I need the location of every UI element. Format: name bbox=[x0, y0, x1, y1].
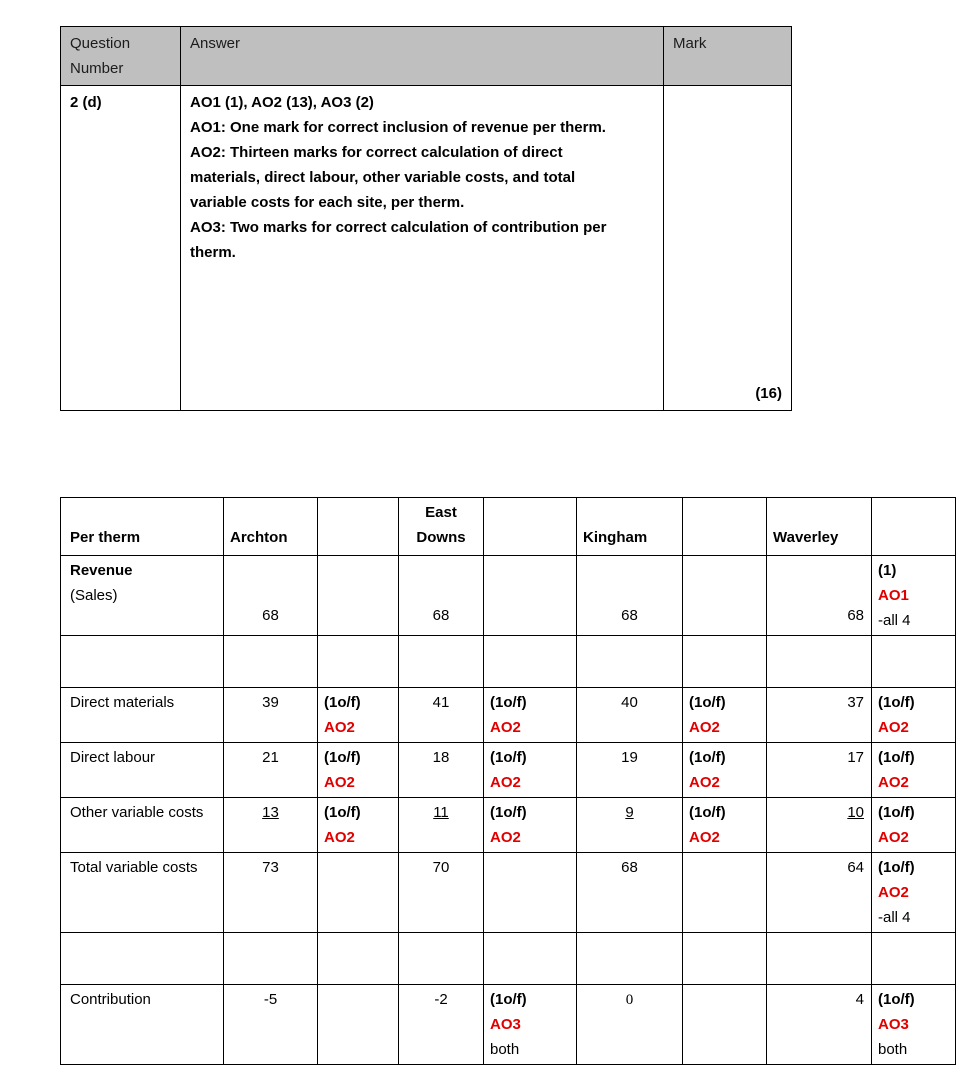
annotation-ao: AO3 bbox=[490, 1016, 521, 1033]
annotation-cell bbox=[318, 933, 399, 985]
cell-value: 39 bbox=[262, 694, 279, 711]
cell-value: 68 bbox=[621, 607, 638, 624]
annotation-cell bbox=[318, 853, 399, 933]
cell-value: 9 bbox=[625, 804, 634, 821]
annotation-cell bbox=[683, 636, 767, 688]
calc-row-spacer-1 bbox=[61, 636, 956, 688]
row-label-cell bbox=[61, 688, 224, 743]
annotation-cell bbox=[872, 556, 956, 636]
calc-header-blank bbox=[318, 498, 399, 556]
annotation-ao: AO2 bbox=[490, 829, 521, 846]
cell-value: 10 bbox=[847, 804, 864, 821]
annotation-ao: AO2 bbox=[689, 774, 720, 791]
annotation-cell bbox=[484, 743, 577, 798]
annotation-cell bbox=[683, 985, 767, 1065]
row-label-cell bbox=[61, 933, 224, 985]
value-cell bbox=[399, 985, 484, 1065]
value-cell bbox=[577, 933, 683, 985]
annotation-mark: (1o/f) bbox=[878, 694, 915, 711]
cell-value: 17 bbox=[847, 749, 864, 766]
value-cell bbox=[399, 743, 484, 798]
annotation-cell bbox=[683, 853, 767, 933]
row-label-cell bbox=[61, 556, 224, 636]
row-label-bold: Revenue bbox=[70, 562, 133, 579]
value-cell bbox=[577, 688, 683, 743]
calc-header-row bbox=[61, 498, 956, 556]
cell-value: 70 bbox=[432, 859, 450, 876]
answer-line: AO3: Two marks for correct calculation of contribution per therm. bbox=[190, 219, 607, 261]
calc-header-blank bbox=[683, 498, 767, 556]
annotation-cell bbox=[318, 798, 399, 853]
value-cell bbox=[577, 743, 683, 798]
annotation-ao: AO2 bbox=[324, 829, 355, 846]
annotation-cell bbox=[872, 798, 956, 853]
calculation-table bbox=[60, 497, 956, 1065]
annotation-cell bbox=[683, 933, 767, 985]
annotation-ao: AO2 bbox=[324, 719, 355, 736]
annotation-cell bbox=[318, 743, 399, 798]
calc-row-total-variable-costs bbox=[61, 853, 956, 933]
mark-scheme-table bbox=[60, 26, 792, 411]
calc-row-contribution bbox=[61, 985, 956, 1065]
annotation-ao: AO2 bbox=[878, 774, 909, 791]
header-question-number: Question Number bbox=[61, 27, 181, 86]
row-label-cell bbox=[61, 853, 224, 933]
value-cell bbox=[767, 688, 872, 743]
annotation-mark: (1o/f) bbox=[878, 804, 915, 821]
answer-line: AO1: One mark for correct inclusion of revenue per therm. bbox=[190, 119, 606, 136]
row-label: Total variable costs bbox=[70, 859, 198, 876]
value-cell bbox=[399, 798, 484, 853]
value-cell bbox=[577, 985, 683, 1065]
row-label: Contribution bbox=[70, 991, 151, 1008]
annotation-extra: both bbox=[878, 1041, 908, 1058]
annotation-cell bbox=[872, 743, 956, 798]
calc-row-spacer-2 bbox=[61, 933, 956, 985]
annotation-extra: -all 4 bbox=[878, 909, 911, 926]
row-label: Direct materials bbox=[70, 694, 175, 711]
header-mark: Mark bbox=[664, 27, 792, 86]
cell-value: 13 bbox=[262, 804, 279, 821]
cell-value: 68 bbox=[262, 607, 279, 624]
annotation-ao: AO2 bbox=[490, 774, 521, 791]
annotation-cell bbox=[872, 933, 956, 985]
value-cell bbox=[224, 556, 318, 636]
annotation-mark: (1o/f) bbox=[689, 694, 726, 711]
value-cell bbox=[224, 688, 318, 743]
annotation-cell bbox=[484, 985, 577, 1065]
value-cell bbox=[399, 636, 484, 688]
row-label-cell bbox=[61, 636, 224, 688]
cell-value: 68 bbox=[432, 607, 450, 624]
calc-row-revenue bbox=[61, 556, 956, 636]
annotation-cell bbox=[872, 688, 956, 743]
cell-value: 19 bbox=[621, 749, 638, 766]
calc-header-site: East Downs bbox=[399, 498, 484, 556]
value-cell bbox=[577, 636, 683, 688]
cell-value: -2 bbox=[434, 991, 448, 1008]
value-cell bbox=[224, 985, 318, 1065]
annotation-cell bbox=[683, 688, 767, 743]
calc-header-per-therm: Per therm bbox=[61, 498, 224, 556]
value-cell bbox=[767, 636, 872, 688]
mark-scheme-body-row bbox=[61, 86, 792, 411]
value-cell bbox=[577, 798, 683, 853]
cell-value: 21 bbox=[262, 749, 279, 766]
annotation-mark: (1o/f) bbox=[878, 991, 915, 1008]
value-cell bbox=[399, 556, 484, 636]
header-answer: Answer bbox=[181, 27, 664, 86]
annotation-cell bbox=[484, 688, 577, 743]
annotation-ao: AO2 bbox=[324, 774, 355, 791]
annotation-mark: (1o/f) bbox=[324, 804, 361, 821]
row-label: Other variable costs bbox=[70, 804, 204, 821]
answer-line: AO1 (1), AO2 (13), AO3 (2) bbox=[190, 94, 374, 111]
annotation-ao: AO2 bbox=[878, 884, 909, 901]
cell-value: 64 bbox=[847, 859, 864, 876]
value-cell bbox=[224, 636, 318, 688]
row-label-cell bbox=[61, 743, 224, 798]
annotation-ao: AO2 bbox=[878, 829, 909, 846]
calc-header-site: Waverley bbox=[767, 498, 872, 556]
value-cell bbox=[399, 933, 484, 985]
annotation-extra: -all 4 bbox=[878, 612, 911, 629]
question-number-cell: 2 (d) bbox=[61, 86, 181, 411]
value-cell bbox=[767, 798, 872, 853]
cell-value: 11 bbox=[433, 804, 449, 821]
calc-row-direct-labour bbox=[61, 743, 956, 798]
annotation-cell bbox=[872, 853, 956, 933]
row-label-cell bbox=[61, 798, 224, 853]
calc-header-site: Archton bbox=[224, 498, 318, 556]
annotation-cell bbox=[484, 798, 577, 853]
mark-cell: (16) bbox=[664, 86, 792, 411]
calc-header-site: Kingham bbox=[577, 498, 683, 556]
calc-row-direct-materials bbox=[61, 688, 956, 743]
value-cell bbox=[577, 853, 683, 933]
value-cell bbox=[577, 556, 683, 636]
annotation-cell bbox=[484, 933, 577, 985]
annotation-cell bbox=[872, 985, 956, 1065]
value-cell bbox=[224, 743, 318, 798]
annotation-cell bbox=[872, 636, 956, 688]
value-cell bbox=[224, 933, 318, 985]
value-cell bbox=[224, 798, 318, 853]
cell-value: -5 bbox=[263, 991, 278, 1008]
cell-value: 37 bbox=[847, 694, 864, 711]
cell-value: 0 bbox=[625, 992, 634, 1008]
cell-value: 68 bbox=[847, 607, 864, 624]
annotation-mark: (1o/f) bbox=[878, 749, 915, 766]
annotation-ao: AO2 bbox=[689, 719, 720, 736]
calc-row-other-variable-costs bbox=[61, 798, 956, 853]
annotation-ao: AO2 bbox=[490, 719, 521, 736]
row-label-cell bbox=[61, 985, 224, 1065]
row-label: Direct labour bbox=[70, 749, 156, 766]
cell-value: 41 bbox=[432, 694, 450, 711]
value-cell bbox=[767, 853, 872, 933]
annotation-mark: (1) bbox=[878, 562, 897, 579]
value-cell bbox=[767, 743, 872, 798]
annotation-cell bbox=[318, 636, 399, 688]
annotation-mark: (1o/f) bbox=[689, 804, 726, 821]
cell-value: 40 bbox=[621, 694, 638, 711]
annotation-cell bbox=[683, 556, 767, 636]
annotation-cell bbox=[484, 556, 577, 636]
annotation-mark: (1o/f) bbox=[689, 749, 726, 766]
annotation-extra: both bbox=[490, 1041, 520, 1058]
annotation-cell bbox=[318, 688, 399, 743]
annotation-ao: AO1 bbox=[878, 587, 909, 604]
annotation-cell bbox=[683, 798, 767, 853]
annotation-mark: (1o/f) bbox=[324, 694, 361, 711]
value-cell bbox=[224, 853, 318, 933]
value-cell bbox=[767, 556, 872, 636]
calc-header-blank bbox=[484, 498, 577, 556]
annotation-cell bbox=[484, 636, 577, 688]
cell-value: 18 bbox=[432, 749, 450, 766]
annotation-cell bbox=[484, 853, 577, 933]
value-cell bbox=[399, 688, 484, 743]
annotation-ao: AO2 bbox=[689, 829, 720, 846]
annotation-mark: (1o/f) bbox=[490, 991, 527, 1008]
annotation-mark: (1o/f) bbox=[490, 804, 527, 821]
annotation-ao: AO2 bbox=[878, 719, 909, 736]
row-label: (Sales) bbox=[70, 587, 118, 604]
annotation-cell bbox=[318, 985, 399, 1065]
annotation-mark: (1o/f) bbox=[324, 749, 361, 766]
cell-value: 68 bbox=[621, 859, 638, 876]
value-cell bbox=[767, 933, 872, 985]
cell-value: 4 bbox=[855, 991, 864, 1008]
mark-scheme-header-row bbox=[61, 27, 792, 86]
value-cell bbox=[767, 985, 872, 1065]
annotation-mark: (1o/f) bbox=[490, 694, 527, 711]
annotation-mark: (1o/f) bbox=[878, 859, 915, 876]
calc-header-blank bbox=[872, 498, 956, 556]
value-cell bbox=[399, 853, 484, 933]
annotation-cell bbox=[318, 556, 399, 636]
annotation-ao: AO3 bbox=[878, 1016, 909, 1033]
answer-cell bbox=[181, 86, 664, 411]
cell-value: 73 bbox=[262, 859, 279, 876]
annotation-mark: (1o/f) bbox=[490, 749, 527, 766]
annotation-cell bbox=[683, 743, 767, 798]
answer-line: AO2: Thirteen marks for correct calculation of direct materials, direct labour, other variable costs, and total variable costs for each site, per therm. bbox=[190, 144, 576, 211]
